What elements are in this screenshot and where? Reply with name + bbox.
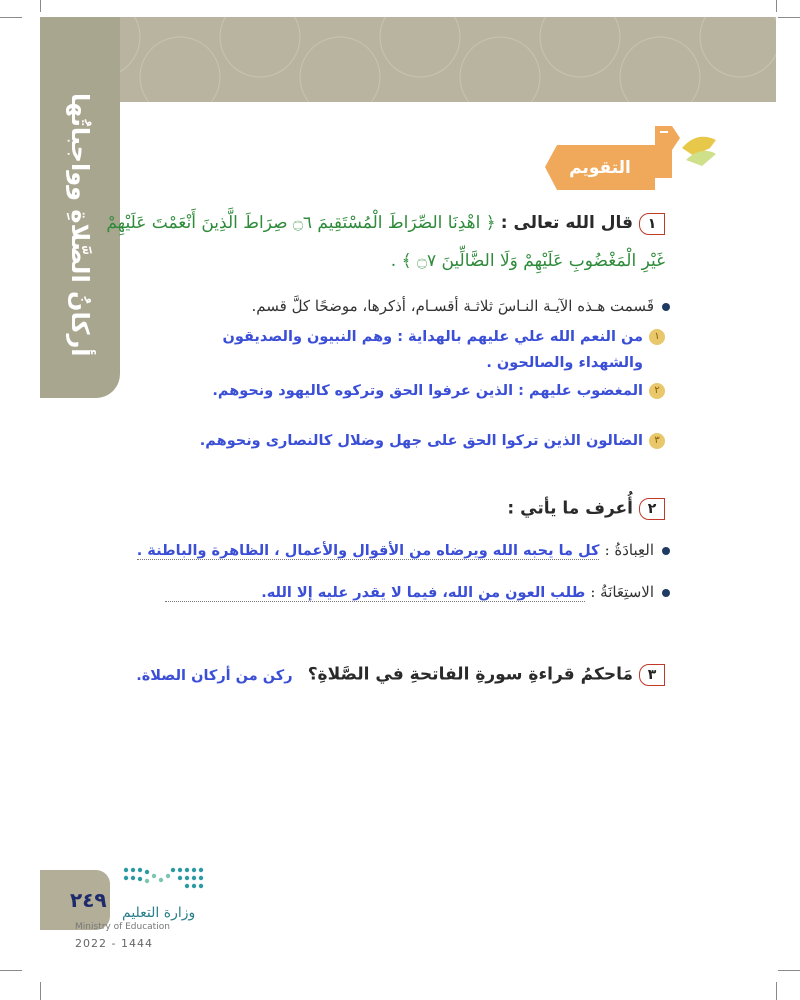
q1-answer-1-line1: من النعم الله علي عليهم بالهداية : وهم النبيون والصديقون	[222, 329, 643, 345]
q1-answer-3-text: الضالون الذين تركوا الحق على جهل وضلال كالنصارى ونحوهم.	[199, 433, 643, 449]
q1-answer-1-line2: والشهداء والصالحون .	[486, 355, 643, 371]
number-badge-icon: ١	[649, 329, 665, 345]
q2-answer-2: طلب العون من الله، فيما لا يقدر عليه إلا الله.	[165, 585, 585, 602]
q1-answer-2	[212, 380, 665, 399]
crop-mark	[776, 0, 777, 12]
q1-verse-row2	[391, 250, 665, 271]
ministry-name-en: Ministry of Education	[75, 922, 170, 932]
section-label-text: التقويم	[569, 157, 631, 178]
q1-answer-3	[200, 430, 665, 449]
q1-prompt-row	[252, 296, 671, 315]
q1-verse-line2: غَيْرِ الْمَغْضُوبِ عَلَيْهِمْ وَلَا الضَّالِّينَ ۝٧ ﴾ .	[390, 251, 665, 271]
q3-question: مَاحكمُ قراءةِ سورةِ الفاتحةِ في الصَّلاةِ؟	[307, 664, 633, 685]
number-badge-icon: ٢	[649, 383, 665, 399]
ministry-name-ar: وزارة التعليم	[122, 905, 196, 921]
bullet-icon	[662, 589, 670, 597]
crop-mark	[0, 17, 22, 18]
q2-term-2: الاستِعَانَةُ :	[590, 583, 654, 601]
pencil-icon	[650, 118, 720, 188]
q1-prompt: قَسمت هـذه الآيـة النـاسَ ثلاثـة أقسـام، أذكرها، موضحًا كلَّ قسم.	[251, 297, 654, 315]
chapter-title-text: أركانُ الصَّلاةِ وواجباتُها	[66, 93, 94, 357]
q2-item-1	[137, 540, 670, 560]
q2-row	[507, 498, 665, 520]
number-badge-icon: ٣	[649, 433, 665, 449]
q2-title: أُعرف ما يأتي :	[507, 498, 633, 519]
bullet-icon	[662, 547, 670, 555]
edition-year: 2022 - 1444	[75, 937, 153, 950]
crop-mark	[0, 970, 22, 971]
q2-term-1: العِبادَةُ :	[604, 541, 654, 559]
crop-mark	[778, 970, 800, 971]
q1-verse-line1: ﴿ اهْدِنَا الصِّرَاطَ الْمُسْتَقِيمَ ۝٦ صِرَاطَ الَّذِينَ أَنْعَمْتَ عَلَيْهِمْ	[106, 213, 496, 233]
q2-number: ٢	[639, 498, 665, 520]
header-band	[40, 17, 776, 102]
crop-mark	[776, 982, 777, 1000]
q1-answer-1	[223, 326, 665, 345]
q1-answer-1b	[486, 352, 665, 371]
q2-answer-1: كل ما يحبه الله ويرضاه من الأقوال والأعمال ، الظاهرة والباطنة .	[136, 543, 600, 559]
q1-answer-2-text: المغضوب عليهم : الذين عرفوا الحق وتركوه كاليهود ونحوهم.	[212, 383, 643, 399]
crop-mark	[40, 982, 41, 1000]
bullet-icon	[662, 303, 670, 311]
q2-item-2	[165, 582, 670, 602]
q1-row	[106, 212, 665, 235]
crop-mark	[778, 17, 800, 18]
q3-number: ٣	[639, 664, 665, 686]
q3-answer: ركن من أركان الصلاة.	[136, 667, 293, 684]
q1-intro: قال الله تعالى :	[500, 213, 633, 233]
q1-number: ١	[639, 213, 665, 235]
crop-mark	[40, 0, 41, 12]
ministry-logo-icon	[118, 862, 213, 902]
section-label	[545, 145, 660, 190]
page-number: ٢٤٩	[70, 888, 107, 912]
q3-row	[136, 664, 665, 686]
